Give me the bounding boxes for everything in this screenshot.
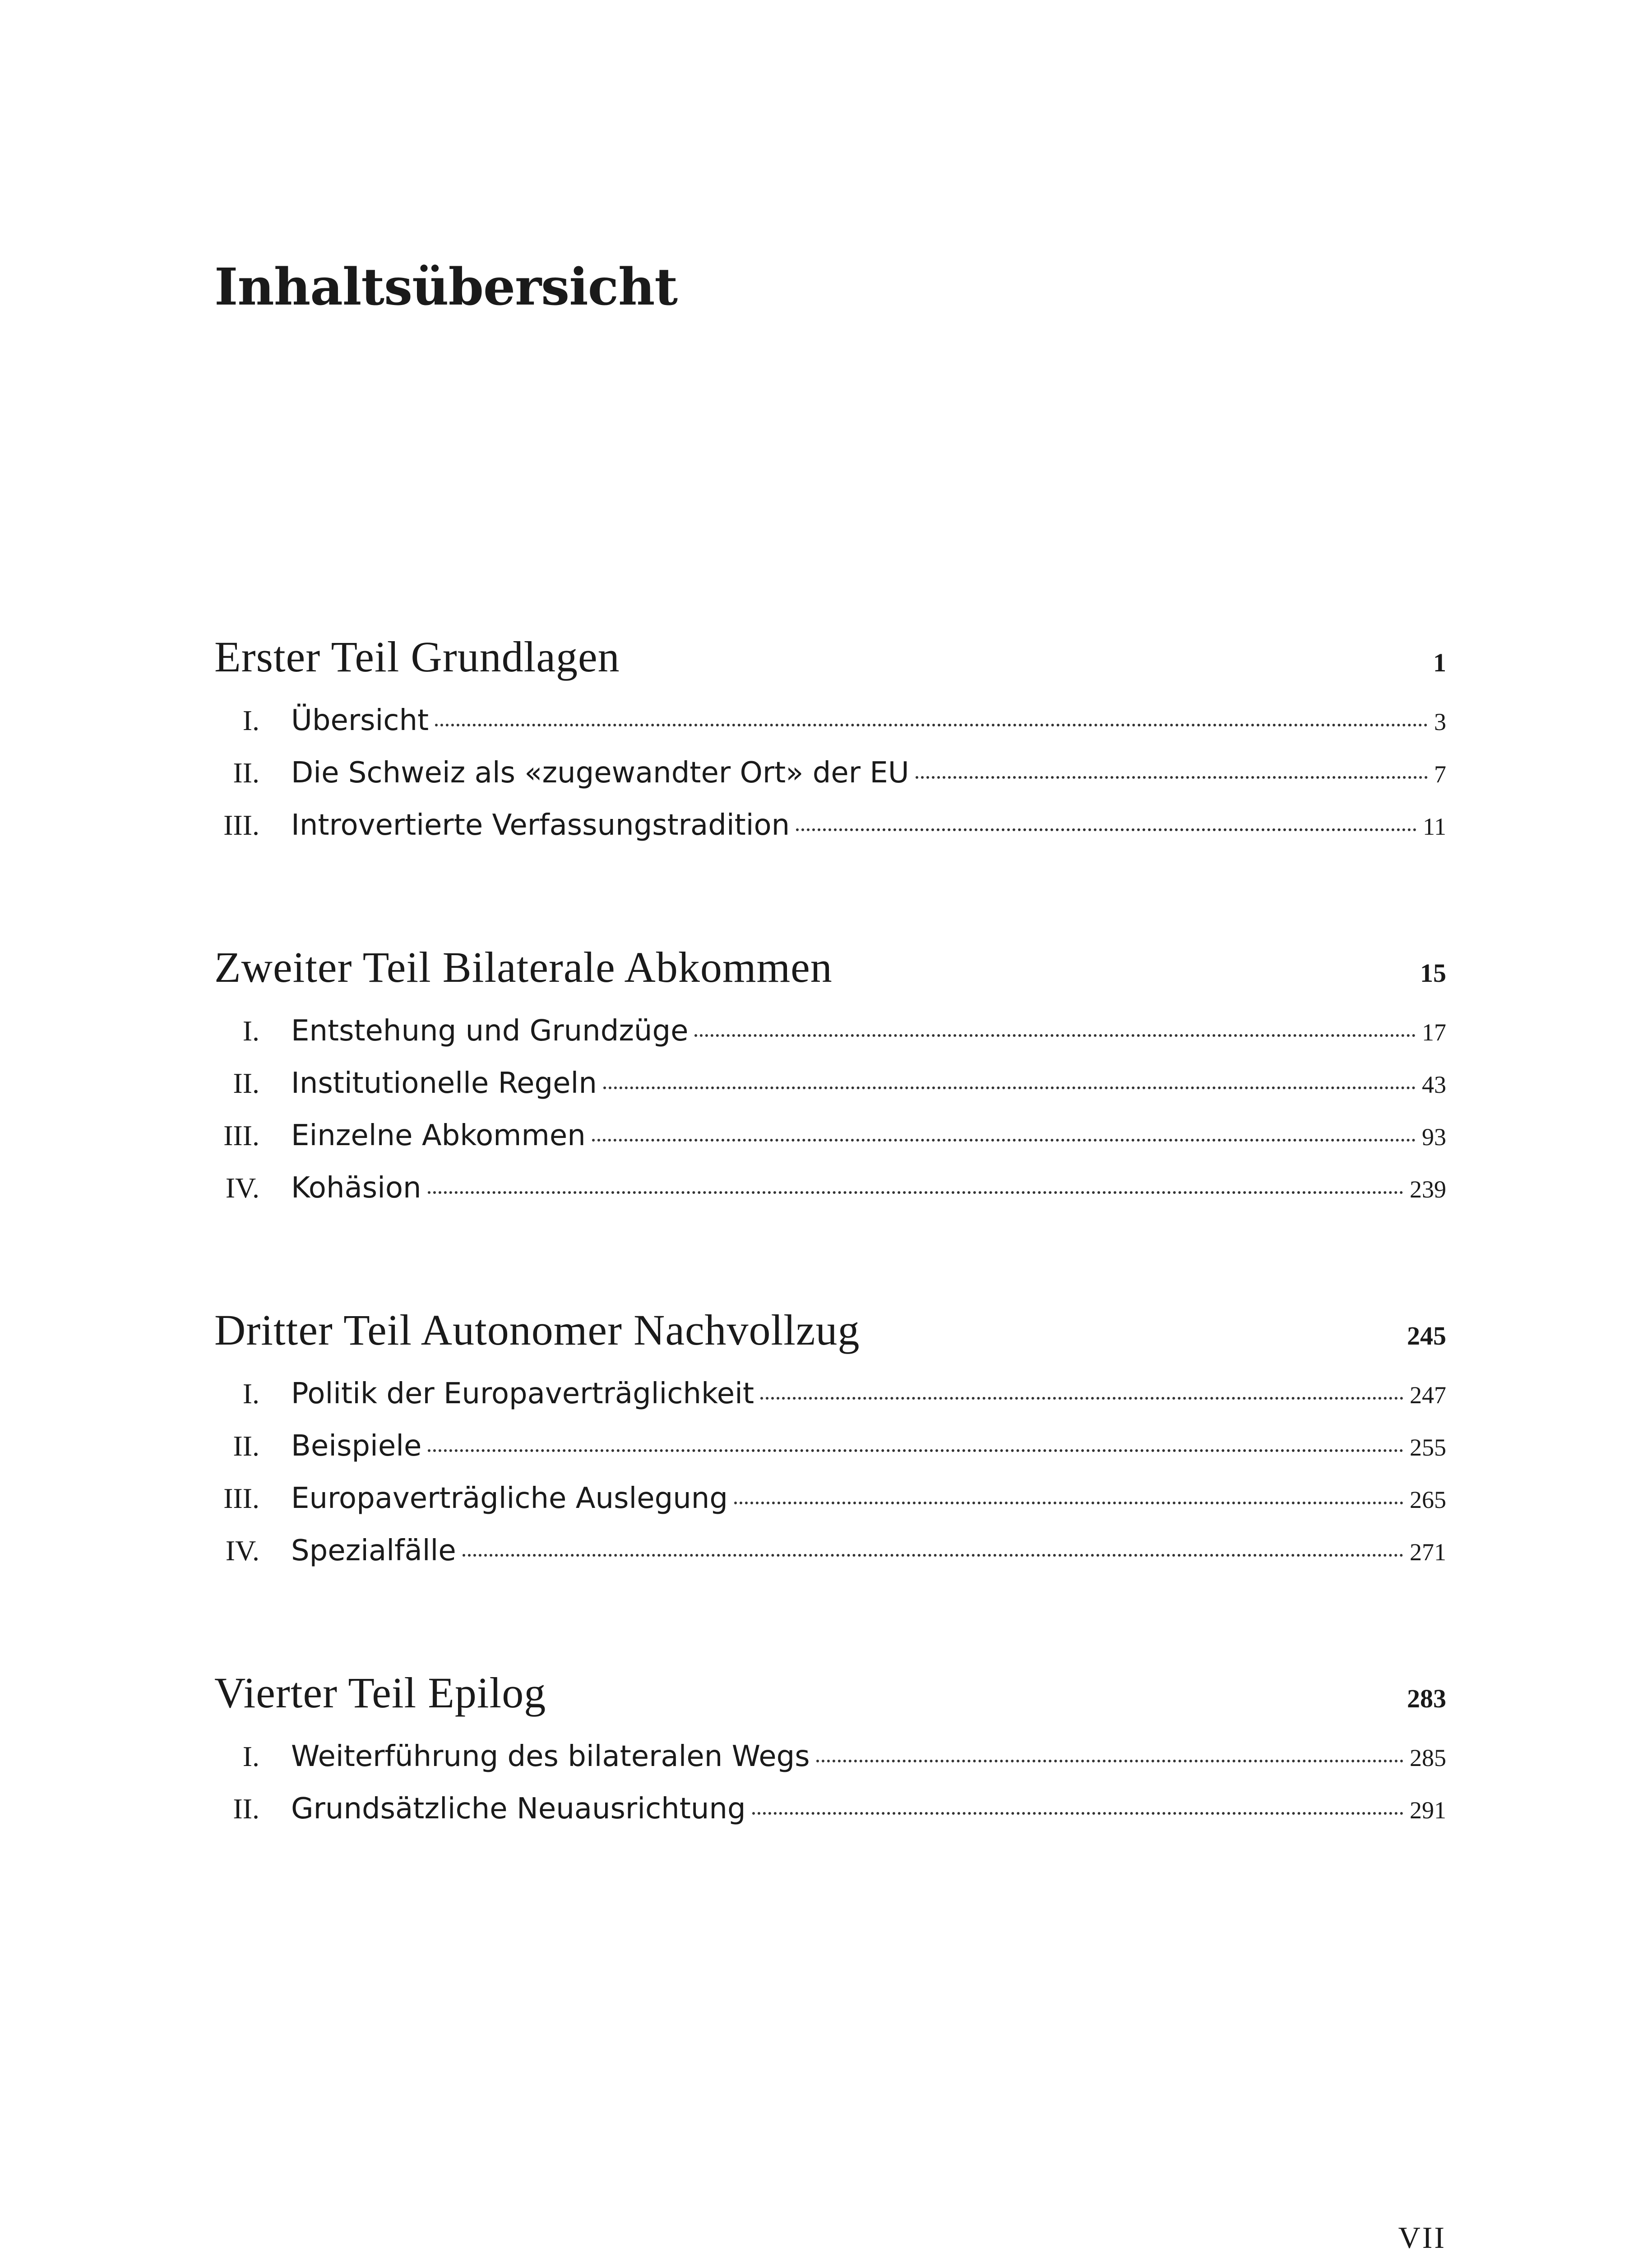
dot-leader [428, 1191, 1403, 1194]
toc-entry[interactable] [214, 756, 1446, 809]
part-page-number: 283 [1407, 1684, 1446, 1713]
entry-page-number: 11 [1423, 813, 1446, 840]
toc-entry[interactable] [214, 809, 1446, 861]
toc-part-heading[interactable] [214, 942, 1446, 1014]
entry-number: III. [223, 1482, 259, 1514]
toc-entry[interactable] [214, 704, 1446, 756]
toc-entry[interactable] [214, 1377, 1446, 1429]
entry-title: Entstehung und Grundzüge [291, 1014, 689, 1048]
toc-entry[interactable] [214, 1119, 1446, 1171]
entry-page-number: 291 [1410, 1797, 1446, 1824]
entry-title: Institutionelle Regeln [291, 1067, 597, 1100]
entry-title: Grundsätzliche Neuausrichtung [291, 1792, 746, 1826]
dot-leader [592, 1139, 1416, 1142]
entry-page-number: 43 [1422, 1071, 1446, 1098]
dot-leader [694, 1034, 1416, 1037]
entry-title: Politik der Europaverträglichkeit [291, 1377, 754, 1410]
part-page-number: 1 [1433, 648, 1446, 677]
entry-page-number: 7 [1434, 761, 1446, 788]
page-folio: VII [1398, 2220, 1446, 2255]
entry-title: Die Schweiz als «zugewandter Ort» der EU [291, 756, 909, 790]
dot-leader [734, 1502, 1403, 1504]
entry-title: Kohäsion [291, 1171, 421, 1205]
entry-page-number: 285 [1410, 1744, 1446, 1771]
toc-entry[interactable] [214, 1740, 1446, 1792]
toc-entry[interactable] [214, 1792, 1446, 1845]
entry-page-number: 271 [1410, 1539, 1446, 1566]
entry-number: II. [233, 1067, 259, 1099]
entry-page-number: 265 [1410, 1486, 1446, 1513]
table-of-contents [214, 632, 1446, 1926]
entry-page-number: 93 [1422, 1123, 1446, 1151]
entry-number: IV. [225, 1172, 259, 1204]
entry-page-number: 17 [1422, 1019, 1446, 1046]
dot-leader [435, 724, 1428, 726]
entry-title: Spezialfälle [291, 1534, 456, 1567]
dot-leader [796, 828, 1416, 831]
entry-number: II. [233, 757, 259, 789]
toc-part-heading[interactable] [214, 1305, 1446, 1377]
entry-number: IV. [225, 1535, 259, 1567]
toc-entry[interactable] [214, 1534, 1446, 1586]
dot-leader [463, 1554, 1403, 1557]
part-title: Erster Teil Grundlagen [214, 633, 620, 681]
entry-title: Übersicht [291, 704, 429, 737]
entry-number: III. [223, 1119, 259, 1151]
toc-entry[interactable] [214, 1171, 1446, 1224]
entry-number: I. [242, 1378, 259, 1410]
entry-number: III. [223, 809, 259, 841]
entry-number: I. [242, 1015, 259, 1047]
toc-part [214, 1668, 1446, 1845]
dot-leader [760, 1397, 1403, 1400]
toc-part-heading[interactable] [214, 1668, 1446, 1740]
dot-leader [816, 1760, 1403, 1762]
toc-part-heading[interactable] [214, 632, 1446, 704]
dot-leader [752, 1812, 1403, 1815]
dot-leader [916, 776, 1428, 779]
toc-part [214, 942, 1446, 1224]
entry-title: Weiterführung des bilateralen Wegs [291, 1740, 810, 1773]
page-title: Inhaltsübersicht [214, 258, 678, 317]
toc-entry[interactable] [214, 1429, 1446, 1482]
entry-number: II. [233, 1793, 259, 1825]
entry-number: I. [242, 704, 259, 736]
entry-page-number: 239 [1410, 1176, 1446, 1203]
toc-entry[interactable] [214, 1067, 1446, 1119]
entry-title: Einzelne Abkommen [291, 1119, 586, 1152]
part-page-number: 15 [1420, 958, 1446, 988]
entry-number: I. [242, 1740, 259, 1772]
entry-page-number: 255 [1410, 1434, 1446, 1461]
toc-part [214, 632, 1446, 861]
entry-page-number: 247 [1410, 1382, 1446, 1409]
part-title: Dritter Teil Autonomer Nachvollzug [214, 1306, 860, 1354]
part-title: Vierter Teil Epilog [214, 1669, 546, 1717]
entry-title: Introvertierte Verfassungstradition [291, 809, 790, 842]
dot-leader [603, 1086, 1416, 1089]
toc-entry[interactable] [214, 1482, 1446, 1534]
part-page-number: 245 [1407, 1321, 1446, 1350]
dot-leader [428, 1449, 1403, 1452]
part-title: Zweiter Teil Bilaterale Abkommen [214, 943, 833, 991]
toc-part [214, 1305, 1446, 1586]
entry-number: II. [233, 1430, 259, 1462]
entry-title: Beispiele [291, 1429, 422, 1463]
entry-page-number: 3 [1434, 708, 1446, 735]
entry-title: Europaverträgliche Auslegung [291, 1482, 728, 1515]
toc-entry[interactable] [214, 1014, 1446, 1067]
